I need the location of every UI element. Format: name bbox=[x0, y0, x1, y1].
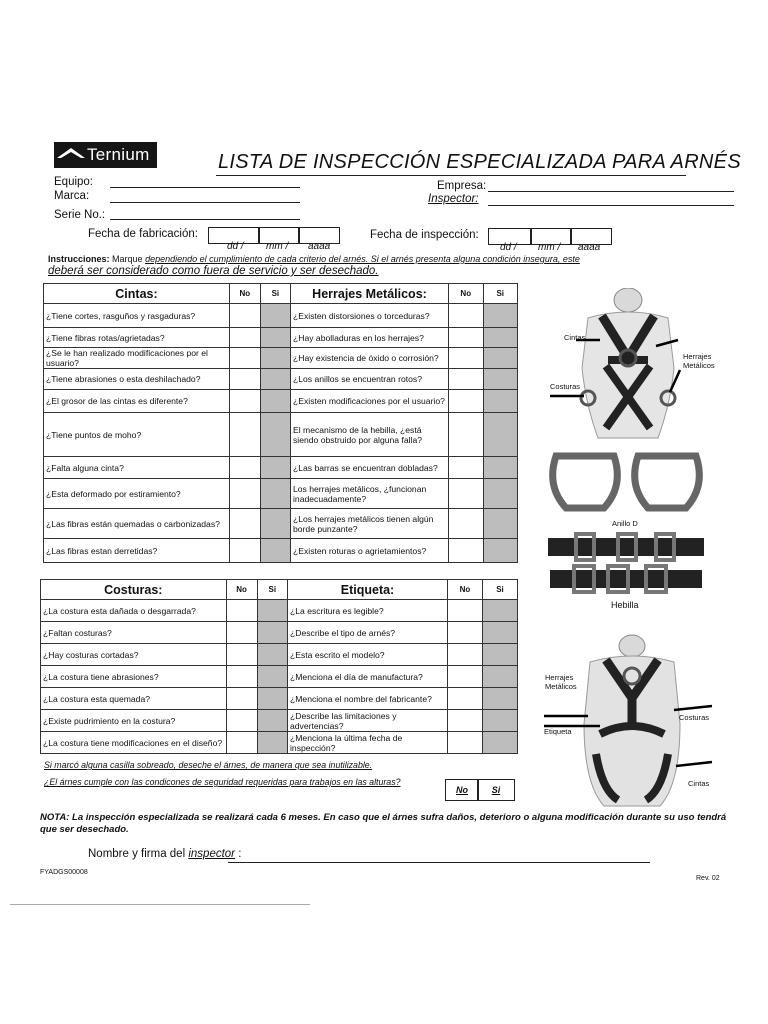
cintas-q7-si[interactable] bbox=[260, 457, 290, 479]
costuras-q3: ¿Hay costuras cortadas? bbox=[41, 644, 227, 666]
etiqueta-header: Etiqueta: bbox=[288, 580, 448, 600]
buckles-illustration bbox=[546, 532, 706, 596]
costuras-q4: ¿La costura tiene abrasiones? bbox=[41, 666, 227, 688]
equipo-label: Equipo: bbox=[54, 176, 94, 188]
etiqueta-q6: ¿Describe las limitaciones y advertencias? bbox=[288, 710, 448, 732]
cintas-q8-no[interactable] bbox=[229, 479, 260, 509]
fig-label-costuras: Costuras bbox=[550, 382, 581, 391]
costuras-q2-no[interactable] bbox=[226, 622, 257, 644]
ternium-logo-icon bbox=[57, 146, 85, 164]
herrajes-q6-no[interactable] bbox=[449, 413, 484, 457]
fab-dd-hint: dd / bbox=[227, 241, 244, 252]
logo-text: Ternium bbox=[87, 145, 150, 164]
costuras-q1-si[interactable] bbox=[257, 600, 287, 622]
herrajes-q5-si[interactable] bbox=[483, 390, 517, 413]
costuras-no-header: No bbox=[226, 580, 257, 600]
nota-text: NOTA: La inspección especializada se realizará cada 6 meses. En caso que el árnes sufra daños, deterioro o alguna modificación durante su uso tendrá que ser desechado. bbox=[40, 812, 727, 835]
etiqueta-q7-no[interactable] bbox=[448, 732, 483, 754]
instructions bbox=[48, 253, 728, 277]
herrajes-q9-no[interactable] bbox=[449, 509, 484, 539]
cintas-q2: ¿Tiene fibras rotas/agrietadas? bbox=[44, 328, 230, 348]
costuras-q1-no[interactable] bbox=[226, 600, 257, 622]
herrajes-q4-si[interactable] bbox=[483, 369, 517, 390]
etiqueta-q6-si[interactable] bbox=[483, 710, 518, 732]
costuras-q2-si[interactable] bbox=[257, 622, 287, 644]
cintas-q4: ¿Tiene abrasiones o esta deshilachado? bbox=[44, 369, 230, 390]
herrajes-table bbox=[290, 283, 518, 563]
fig-label-herrajes2: Herrajes Metálicos bbox=[545, 673, 577, 691]
cintas-q9: ¿Las fibras están quemadas o carbonizadas? bbox=[44, 509, 230, 539]
marca-label: Marca: bbox=[54, 190, 90, 202]
d-rings-illustration bbox=[548, 450, 708, 518]
costuras-q7: ¿La costura tiene modificaciones en el diseño? bbox=[41, 732, 227, 754]
cintas-q4-no[interactable] bbox=[229, 369, 260, 390]
equipo-field[interactable] bbox=[110, 187, 300, 188]
signature-field[interactable] bbox=[228, 862, 650, 863]
herrajes-q3-no[interactable] bbox=[449, 348, 484, 369]
herrajes-q9-si[interactable] bbox=[483, 509, 517, 539]
instructions-label: Instrucciones: bbox=[48, 254, 110, 264]
costuras-q6: ¿Existe pudrimiento en la costura? bbox=[41, 710, 227, 732]
warning-note: Si marcó alguna casilla sobreado, deseche el árnes, de manera que sea inutilizable. bbox=[44, 760, 373, 770]
herrajes-q10: ¿Existen roturas o agrietamientos? bbox=[291, 539, 449, 563]
instructions-lead: Marque bbox=[112, 254, 143, 264]
etiqueta-q1-no[interactable] bbox=[448, 600, 483, 622]
fab-aaaa-hint: aaaa bbox=[308, 241, 331, 252]
etiqueta-si-header: Si bbox=[483, 580, 518, 600]
herrajes-q1: ¿Existen distorsiones o torceduras? bbox=[291, 304, 449, 328]
cintas-q3: ¿Se le han realizado modificaciones por el usuario? bbox=[44, 348, 230, 369]
herrajes-q2-si[interactable] bbox=[483, 328, 517, 348]
cintas-q8: ¿Esta deformado por estiramiento? bbox=[44, 479, 230, 509]
costuras-q7-no[interactable] bbox=[226, 732, 257, 754]
etiqueta-q3-si[interactable] bbox=[483, 644, 518, 666]
form-code: FYADGS00008 bbox=[40, 869, 88, 876]
cintas-q6: ¿Tiene puntos de moho? bbox=[44, 413, 230, 457]
costuras-header: Costuras: bbox=[41, 580, 227, 600]
instructions-text2: deberá ser considerado como fuera de servicio y ser desechado. bbox=[48, 265, 379, 277]
fig-label-cintas2: Cintas bbox=[688, 779, 710, 788]
herrajes-q4: ¿Los anillos se encuentran rotos? bbox=[291, 369, 449, 390]
herrajes-q10-no[interactable] bbox=[449, 539, 484, 563]
etiqueta-q2-si[interactable] bbox=[483, 622, 518, 644]
herrajes-q3-si[interactable] bbox=[483, 348, 517, 369]
insp-mm-hint: mm / bbox=[538, 242, 561, 253]
etiqueta-q5-si[interactable] bbox=[483, 688, 518, 710]
fig-label-etiqueta: Etiqueta bbox=[544, 727, 572, 736]
cintas-q5-si[interactable] bbox=[260, 390, 290, 413]
costuras-q7-si[interactable] bbox=[257, 732, 287, 754]
cintas-q5-no[interactable] bbox=[229, 390, 260, 413]
empresa-field[interactable] bbox=[488, 191, 734, 192]
costuras-q5-no[interactable] bbox=[226, 688, 257, 710]
empresa-label: Empresa: bbox=[437, 180, 487, 192]
cintas-q3-no[interactable] bbox=[229, 348, 260, 369]
herrajes-q8-no[interactable] bbox=[449, 479, 484, 509]
inspector-label: Inspector: bbox=[428, 193, 479, 205]
fig-label-cintas: Cintas bbox=[564, 333, 586, 342]
costuras-q4-si[interactable] bbox=[257, 666, 287, 688]
fecha-fabricacion-label: Fecha de fabricación: bbox=[88, 228, 198, 240]
revision: Rev. 02 bbox=[696, 875, 720, 882]
cintas-q10-si[interactable] bbox=[260, 539, 290, 563]
costuras-q6-si[interactable] bbox=[257, 710, 287, 732]
fecha-inspeccion-label: Fecha de inspección: bbox=[370, 229, 479, 241]
herrajes-q1-no[interactable] bbox=[449, 304, 484, 328]
bottom-rule bbox=[10, 904, 310, 905]
fig-label-herrajes: Herrajes Metálicos bbox=[683, 352, 715, 370]
compliance-si-box[interactable]: Si bbox=[477, 779, 515, 801]
cintas-q3-si[interactable] bbox=[260, 348, 290, 369]
etiqueta-q4: ¿Menciona el día de manufactura? bbox=[288, 666, 448, 688]
herrajes-q9: ¿Los herrajes metálicos tienen algún borde punzante? bbox=[291, 509, 449, 539]
etiqueta-q4-no[interactable] bbox=[448, 666, 483, 688]
herrajes-q5-no[interactable] bbox=[449, 390, 484, 413]
cintas-q5: ¿El grosor de las cintas es diferente? bbox=[44, 390, 230, 413]
cintas-q1-no[interactable] bbox=[229, 304, 260, 328]
compliance-question: ¿El árnes cumple con las condicones de seguridad requeridas para trabajos en las alturas? bbox=[44, 777, 401, 787]
herrajes-q6: El mecanismo de la hebilla, ¿está siendo obstruido por alguna falla? bbox=[291, 413, 449, 457]
insp-dd-hint: dd / bbox=[500, 242, 517, 253]
signature-label-text: Nombre y firma del bbox=[88, 848, 186, 860]
costuras-q1: ¿La costura esta dañada o desgarrada? bbox=[41, 600, 227, 622]
herrajes-q6-si[interactable] bbox=[483, 413, 517, 457]
ternium-logo bbox=[54, 142, 157, 168]
herrajes-no-header: No bbox=[449, 284, 484, 304]
etiqueta-q4-si[interactable] bbox=[483, 666, 518, 688]
herrajes-q7-no[interactable] bbox=[449, 457, 484, 479]
cintas-q10-no[interactable] bbox=[229, 539, 260, 563]
etiqueta-q1-si[interactable] bbox=[483, 600, 518, 622]
etiqueta-q5: ¿Menciona el nombre del fabricante? bbox=[288, 688, 448, 710]
costuras-si-header: Si bbox=[257, 580, 287, 600]
herrajes-q10-si[interactable] bbox=[483, 539, 517, 563]
insp-aaaa-hint: aaaa bbox=[578, 242, 601, 253]
fig-label-anillo: Anillo D bbox=[612, 519, 638, 528]
cintas-q7-no[interactable] bbox=[229, 457, 260, 479]
etiqueta-q6-no[interactable] bbox=[448, 710, 483, 732]
cintas-q8-si[interactable] bbox=[260, 479, 290, 509]
costuras-q5: ¿La costura esta quemada? bbox=[41, 688, 227, 710]
etiqueta-q2-no[interactable] bbox=[448, 622, 483, 644]
costuras-table bbox=[40, 579, 288, 754]
fig-label-hebilla: Hebilla bbox=[611, 600, 639, 610]
etiqueta-q3: ¿Esta escrito el modelo? bbox=[288, 644, 448, 666]
cintas-q10: ¿Las fibras estan derretidas? bbox=[44, 539, 230, 563]
cintas-q1: ¿Tiene cortes, rasguños y rasgaduras? bbox=[44, 304, 230, 328]
cintas-q9-no[interactable] bbox=[229, 509, 260, 539]
marca-field[interactable] bbox=[110, 202, 300, 203]
serie-field[interactable] bbox=[110, 219, 300, 220]
herrajes-q4-no[interactable] bbox=[449, 369, 484, 390]
costuras-q5-si[interactable] bbox=[257, 688, 287, 710]
cintas-q2-no[interactable] bbox=[229, 328, 260, 348]
fab-mm-hint: mm / bbox=[266, 241, 289, 252]
cintas-q1-si[interactable] bbox=[260, 304, 290, 328]
cintas-q2-si[interactable] bbox=[260, 328, 290, 348]
herrajes-si-header: Si bbox=[483, 284, 517, 304]
instructions-text: dependiendo el cumplimiento de cada criterio del arnés. Si el arnés presenta alguna condición insegura, este bbox=[145, 254, 580, 264]
etiqueta-q7-si[interactable] bbox=[483, 732, 518, 754]
etiqueta-q5-no[interactable] bbox=[448, 688, 483, 710]
cintas-q9-si[interactable] bbox=[260, 509, 290, 539]
cintas-si-header: Si bbox=[260, 284, 290, 304]
serie-label: Serie No.: bbox=[54, 209, 106, 221]
signature-label bbox=[88, 848, 241, 860]
herrajes-header: Herrajes Metálicos: bbox=[291, 284, 449, 304]
signature-label-inspector: inspector bbox=[188, 848, 236, 860]
etiqueta-q3-no[interactable] bbox=[448, 644, 483, 666]
herrajes-q2-no[interactable] bbox=[449, 328, 484, 348]
herrajes-q3: ¿Hay existencia de óxido o corrosión? bbox=[291, 348, 449, 369]
herrajes-q8: Los herrajes metálicos, ¿funcionan inadecuadamente? bbox=[291, 479, 449, 509]
cintas-table bbox=[43, 283, 291, 563]
etiqueta-q1: ¿La escritura es legible? bbox=[288, 600, 448, 622]
inspector-field[interactable] bbox=[488, 205, 734, 206]
compliance-no-box[interactable]: No bbox=[445, 779, 479, 801]
costuras-q3-si[interactable] bbox=[257, 644, 287, 666]
cintas-header: Cintas: bbox=[44, 284, 230, 304]
fig-label-costuras2: Costuras bbox=[679, 713, 710, 722]
herrajes-q1-si[interactable] bbox=[483, 304, 517, 328]
etiqueta-q7: ¿Menciona la última fecha de inspección? bbox=[288, 732, 448, 754]
etiqueta-no-header: No bbox=[448, 580, 483, 600]
costuras-q3-no[interactable] bbox=[226, 644, 257, 666]
costuras-q4-no[interactable] bbox=[226, 666, 257, 688]
title-underline bbox=[216, 175, 686, 176]
cintas-q4-si[interactable] bbox=[260, 369, 290, 390]
costuras-q6-no[interactable] bbox=[226, 710, 257, 732]
signature-colon: : bbox=[238, 848, 242, 860]
herrajes-q7-si[interactable] bbox=[483, 457, 517, 479]
costuras-q2: ¿Faltan costuras? bbox=[41, 622, 227, 644]
herrajes-q5: ¿Existen modificaciones por el usuario? bbox=[291, 390, 449, 413]
herrajes-q7: ¿Las barras se encuentran dobladas? bbox=[291, 457, 449, 479]
cintas-q6-no[interactable] bbox=[229, 413, 260, 457]
cintas-q6-si[interactable] bbox=[260, 413, 290, 457]
cintas-no-header: No bbox=[229, 284, 260, 304]
cintas-q7: ¿Falta alguna cinta? bbox=[44, 457, 230, 479]
herrajes-q2: ¿Hay abolladuras en los herrajes? bbox=[291, 328, 449, 348]
etiqueta-table bbox=[287, 579, 518, 754]
page-title: LISTA DE INSPECCIÓN ESPECIALIZADA PARA ARNÉS bbox=[218, 151, 741, 173]
herrajes-q8-si[interactable] bbox=[483, 479, 517, 509]
etiqueta-q2: ¿Describe el tipo de arnés? bbox=[288, 622, 448, 644]
